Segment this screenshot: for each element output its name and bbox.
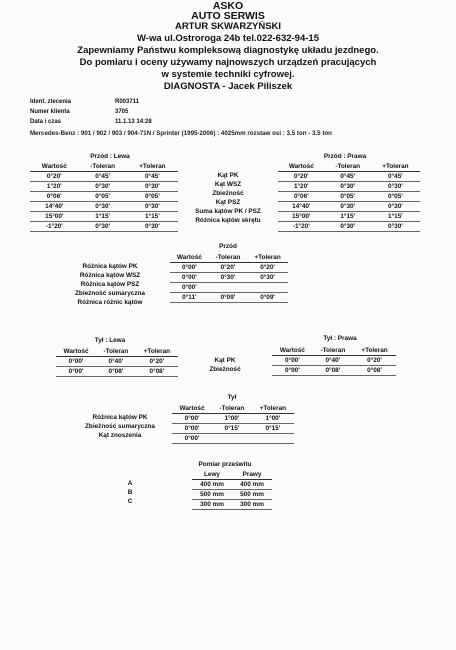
front-labels bbox=[180, 162, 276, 225]
table-row: 500 mm 500 mm bbox=[192, 490, 272, 500]
clearance-title: Pomiar prześwitu bbox=[198, 461, 252, 468]
rear-left-table bbox=[56, 347, 178, 377]
table-row: 14°40' 0°30' 0°30' bbox=[278, 202, 420, 212]
vehicle-description: Mercedes-Benz : 901 / 902 / 903 / 904-71N / Sprinter (1995-2006) : 4025mm rozstaw osi : 3.5 ton - 3.5 ton bbox=[30, 130, 332, 137]
front-axle-labels bbox=[60, 253, 160, 307]
table-row: 0°00' 0°08' 0°08' bbox=[56, 367, 178, 377]
slogan-line-3: w systemie techniki cyfrowej. bbox=[161, 69, 295, 80]
order-id-label: Ident. zlecenia bbox=[30, 99, 72, 105]
table-row: 0°00' bbox=[172, 434, 294, 444]
col-value-header: Wartość bbox=[272, 346, 313, 356]
table-row: -1°20' 0°30' 0°30' bbox=[278, 222, 420, 232]
client-number-label: Numer klienta bbox=[30, 109, 70, 115]
table-row: 300 mm 300 mm bbox=[192, 500, 272, 510]
company-address: W-wa ul.Ostroroga 24b tel.022-632-94-15 bbox=[137, 33, 319, 44]
col-minus-header: -Toleran bbox=[96, 347, 136, 357]
table-row: 14°40' 0°30' 0°30' bbox=[30, 202, 178, 212]
table-row bbox=[170, 303, 288, 313]
col-minus-header: -Toleran bbox=[79, 162, 127, 172]
rear-right-title: Tył : Prawa bbox=[323, 335, 357, 342]
front-right-title: Przód : Prawa bbox=[323, 153, 367, 160]
order-id-value: R003711 bbox=[115, 99, 140, 105]
date-time-label: Data i czas bbox=[30, 119, 62, 125]
row-label: Zbieżność sumaryczna bbox=[75, 290, 145, 297]
company-name: ASKO bbox=[212, 0, 244, 12]
rear-axle-table bbox=[172, 404, 294, 444]
slogan-line-1: Zapewniamy Państwu kompleksową diagnostykę układu jezdnego. bbox=[77, 45, 379, 56]
col-minus-header: -Toleran bbox=[325, 162, 371, 172]
col-value-header: Wartość bbox=[170, 253, 209, 263]
clearance-table bbox=[192, 470, 272, 510]
row-label: Kąt WSZ bbox=[214, 181, 242, 188]
row-label: Zbieżność bbox=[212, 190, 244, 197]
clearance-labels bbox=[120, 470, 140, 506]
rear-labels bbox=[190, 347, 260, 374]
col-plus-header: +Toleran bbox=[136, 347, 178, 357]
row-label: Kąt PK bbox=[217, 172, 239, 179]
col-left-header: Lewy bbox=[192, 470, 232, 480]
table-row: 0°00' 0°08' 0°08' bbox=[272, 366, 396, 376]
row-label: C bbox=[127, 498, 133, 505]
table-row: 15°00' 1°15' 1°15' bbox=[30, 212, 178, 222]
row-label: Suma kątów PK / PSZ bbox=[195, 208, 261, 215]
table-row: 0°00' 0°20' 0°20' bbox=[170, 263, 288, 273]
table-row: 1°20' 0°30' 0°30' bbox=[278, 182, 420, 192]
slogan-line-2: Do pomiaru i oceny używamy najnowszych urządzeń pracujących bbox=[79, 57, 377, 68]
col-plus-header: +Toleran bbox=[371, 162, 420, 172]
col-plus-header: +Toleran bbox=[127, 162, 178, 172]
row-label: Kąt znoszenia bbox=[98, 432, 142, 439]
col-value-header: Wartość bbox=[278, 162, 325, 172]
col-right-header: Prawy bbox=[232, 470, 272, 480]
col-plus-header: +Toleran bbox=[247, 253, 288, 263]
date-time-value: 11.1.13 14:28 bbox=[115, 119, 152, 125]
diagnostician: DIAGNOSTA - Jacek Piliszek bbox=[163, 81, 293, 92]
table-row: 0°00' 1°00' 1°00' bbox=[172, 414, 294, 424]
table-row: 0°06' 0°05' 0°05' bbox=[30, 192, 178, 202]
table-row: 0°00' 0°40' 0°20' bbox=[56, 357, 178, 367]
table-row: 400 mm 400 mm bbox=[192, 480, 272, 490]
row-label: Różnica kątów PK bbox=[82, 263, 138, 270]
row-label: Kąt PK bbox=[214, 357, 236, 364]
row-label: Kąt PSZ bbox=[215, 199, 241, 206]
client-number-value: 3705 bbox=[115, 109, 129, 115]
front-axle-table bbox=[170, 253, 288, 312]
row-label: Zbieżność bbox=[209, 366, 241, 373]
col-value-header: Wartość bbox=[30, 162, 79, 172]
table-row: 15°00' 1°15' 1°15' bbox=[278, 212, 420, 222]
table-row: 0°20' 0°45' 0°45' bbox=[30, 172, 178, 182]
col-value-header: Wartość bbox=[172, 404, 212, 414]
table-row: 0°11' 0°09' 0°09' bbox=[170, 293, 288, 303]
row-label: Zbieżność sumaryczna bbox=[85, 423, 155, 430]
row-label: Różnica kątów skrętu bbox=[195, 217, 261, 224]
table-row: 1°20' 0°30' 0°30' bbox=[30, 182, 178, 192]
col-plus-header: +Toleran bbox=[252, 404, 294, 414]
row-label: Różnica kątów PSZ bbox=[80, 281, 140, 288]
rear-right-table bbox=[272, 346, 396, 376]
row-label: A bbox=[127, 480, 133, 487]
table-row: 0°06' 0°05' 0°05' bbox=[278, 192, 420, 202]
col-value-header: Wartość bbox=[56, 347, 96, 357]
table-row: 0°00' bbox=[170, 283, 288, 293]
table-row: 0°20' 0°45' 0°45' bbox=[278, 172, 420, 182]
rear-axle-labels bbox=[70, 404, 170, 440]
col-minus-header: -Toleran bbox=[313, 346, 353, 356]
owner-name: ARTUR SKWARZYŃSKI bbox=[174, 21, 282, 32]
col-plus-header: +Toleran bbox=[353, 346, 396, 356]
front-left-table bbox=[30, 162, 178, 232]
rear-left-title: Tył : Lewa bbox=[94, 337, 126, 344]
front-axle-title: Przód bbox=[219, 243, 237, 250]
front-left-title: Przód : Lewa bbox=[90, 153, 130, 160]
row-label: B bbox=[127, 489, 133, 496]
table-row: 0°00' 0°30' 0°30' bbox=[170, 273, 288, 283]
rear-axle-title: Tył bbox=[227, 394, 237, 401]
col-minus-header: -Toleran bbox=[212, 404, 252, 414]
row-label: Różnica różnic kątów bbox=[77, 299, 143, 306]
table-row: -1°20' 0°30' 0°30' bbox=[30, 222, 178, 232]
table-row: 0°00' 0°40' 0°20' bbox=[272, 356, 396, 366]
col-minus-header: -Toleran bbox=[209, 253, 247, 263]
company-subtitle: AUTO SERWIS bbox=[191, 10, 265, 22]
row-label: Różnica kątów PK bbox=[92, 414, 148, 421]
table-row: 0°00' 0°15' 0°15' bbox=[172, 424, 294, 434]
front-right-table bbox=[278, 162, 420, 232]
row-label: Różnica kątów WSZ bbox=[79, 272, 141, 279]
